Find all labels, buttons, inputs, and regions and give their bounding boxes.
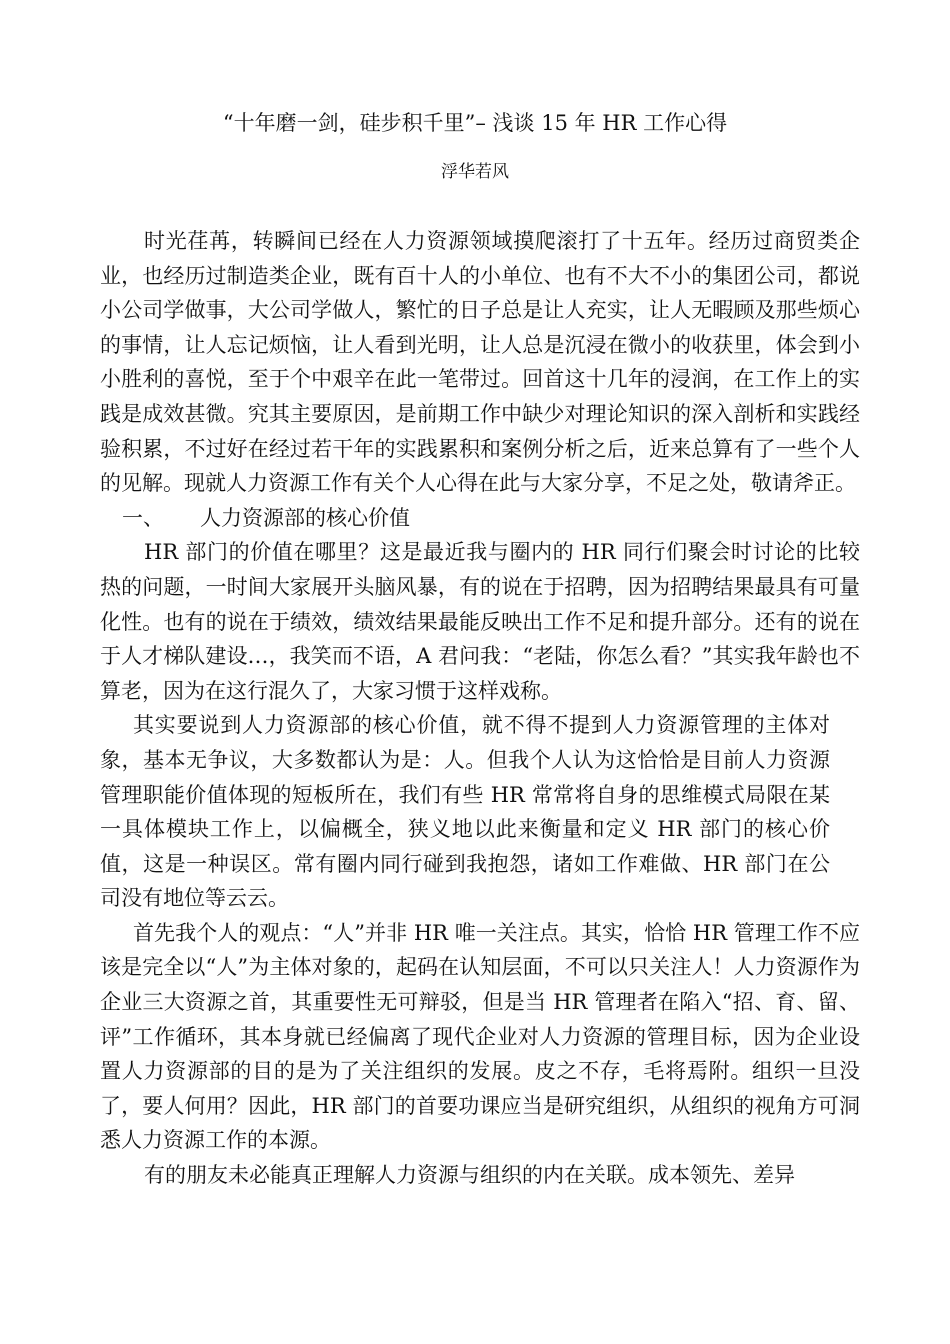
document-title: “十年磨一剑，硅步积千里”– 浅谈 15 年 HR 工作心得 bbox=[222, 111, 728, 135]
section-heading bbox=[100, 501, 860, 536]
paragraph-organization: 有的朋友未必能真正理解人力资源与组织的内在关联。成本领先、差异 bbox=[144, 1163, 795, 1188]
paragraph-core-value: 其实要说到人力资源部的核心价值，就不得不提到人力资源管理的主体对象，基本无争议，大多数都认为是：人。但我个人认为这恰恰是目前人力资源管理职能价值体现的短板所在，我们有些 HR 常常将自身的思维模式局限在某一具体模块工作上，以偏概全，狭义地以此来衡量和定义 HR 部门的核心价值，这是一种误区。常有圈内同行碰到我抱怨，诸如工作难做、HR 部门在公司没有地位等云云。 bbox=[100, 713, 830, 911]
document-author: 浮华若风 bbox=[441, 162, 509, 182]
document-body bbox=[100, 224, 860, 1193]
paragraph-hr-value: HR 部门的价值在哪里？这是最近我与圈内的 HR 同行们聚会时讨论的比较热的问题，一时间大家展开头脑风暴，有的说在于招聘，因为招聘结果最具有可量化性。也有的说在于绩效，绩效结果最能反映出工作不足和提升部分。还有的说在于人才梯队建设…，我笑而不语，A 君问我：“老陆，你怎么看？”其实我年龄也不算老，因为在这行混久了，大家习惯于这样戏称。 bbox=[100, 540, 860, 703]
paragraph-intro: 时光荏苒，转瞬间已经在人力资源领域摸爬滚打了十五年。经历过商贸类企业，也经历过制造类企业，既有百十人的小单位、也有不大不小的集团公司，都说小公司学做事，大公司学做人，繁忙的日子总是让人充实，让人无暇顾及那些烦心的事情，让人忘记烦恼，让人看到光明，让人总是沉浸在微小的收获里，体会到小小胜利的喜悦，至于个中艰辛在此一笔带过。回首这十几年的浸润，在工作上的实践是成效甚微。究其主要原因，是前期工作中缺少对理论知识的深入剖析和实践经验积累，不过好在经过若干年的实践累积和案例分析之后，近来总算有了一些个人的见解。现就人力资源工作有关个人心得在此与大家分享，不足之处，敬请斧正。 bbox=[100, 229, 860, 496]
paragraph-viewpoint: 首先我个人的观点：“人”并非 HR 唯一关注点。其实，恰恰 HR 管理工作不应该是完全以“人”为主体对象的，起码在认知层面，不可以只关注人！人力资源作为企业三大资源之首，其重要性无可辩驳，但是当 HR 管理者在陷入“招、育、留、评”工作循环，其本身就已经偏离了现代企业对人力资源的管理目标，因为企业设置人力资源部的目的是为了关注组织的发展。皮之不存，毛将焉附。组织一旦没了，要人何用？因此，HR 部门的首要功课应当是研究组织，从组织的视角方可洞悉人力资源工作的本源。 bbox=[100, 920, 860, 1153]
section-heading-text: 人力资源部的核心价值 bbox=[200, 505, 410, 530]
section-heading-number: 一、 bbox=[122, 505, 164, 530]
